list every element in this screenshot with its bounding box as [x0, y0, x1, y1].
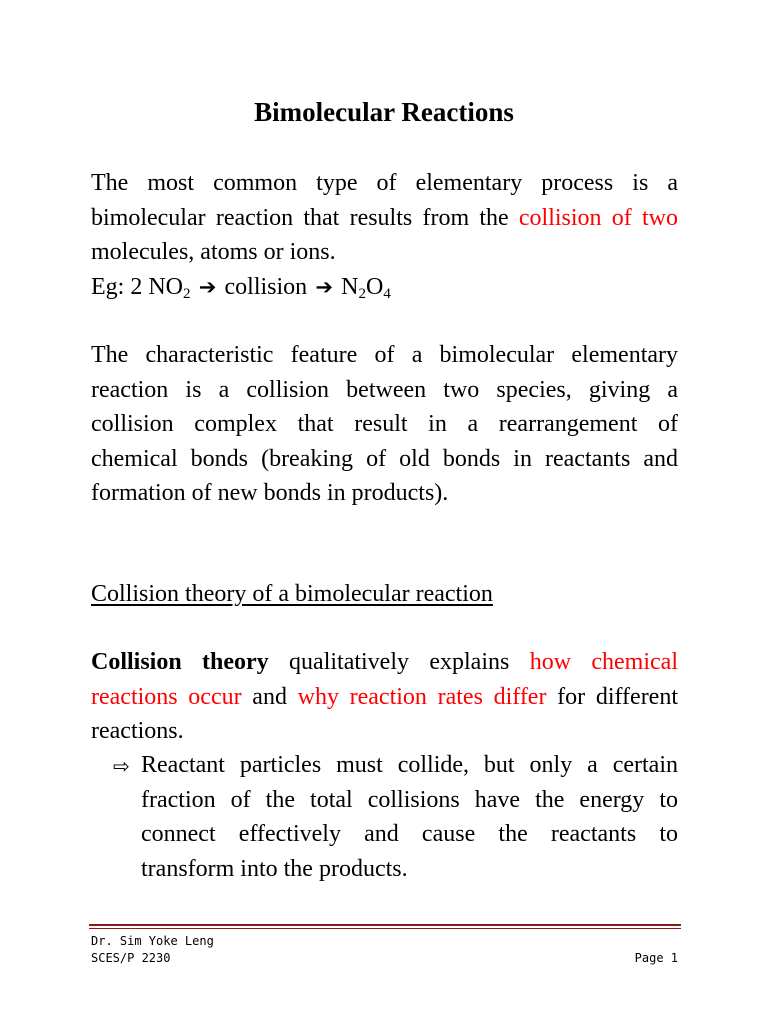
- bullet-text: Reactant particles must collide, but only a certain fraction of the total collisions have the energy to connect effectively and cause the reactants to transform into the products.: [141, 752, 678, 882]
- arrow-bullet-icon: ⇨: [113, 756, 130, 778]
- intro-line-1: The most common type of elementary process is a: [91, 170, 678, 196]
- example-equation: Eg: 2 $NO_2$ ➔ collision ➔ $N_2O_4$: [91, 270, 678, 305]
- footer-divider-thin: [89, 928, 681, 929]
- intro-line-3: molecules, atoms or ions.: [91, 239, 336, 265]
- footer-author: Dr. Sim Yoke Leng: [91, 934, 214, 948]
- highlight-collision: collision of two: [518, 204, 678, 231]
- feature-paragraph: The characteristic feature of a bimolecular elementary reaction is a collision between two species, giving a collision complex that result in a rearrangement of chemical bonds (breaking of old bonds in reactants and formation of new bonds in products).: [91, 342, 678, 506]
- theory-paragraph: Collision theory qualitatively explains how chemical reactions occur and why reaction rates differ for different reactions.: [91, 649, 678, 744]
- footer-course-code: SCES/P 2230: [91, 951, 171, 965]
- arrow-icon: ➔: [198, 274, 217, 299]
- footer-page-number: Page 1: [634, 951, 678, 965]
- page-title: Bimolecular Reactions: [254, 97, 514, 127]
- intro-paragraph: [91, 166, 678, 304]
- footer-divider: [89, 924, 681, 926]
- section-heading: Collision theory of a bimolecular reaction: [91, 581, 493, 607]
- bold-term: Collision theory: [91, 649, 269, 675]
- arrow-icon: ➔: [315, 274, 333, 299]
- intro-line-2: bimolecular reaction that results from the collision of two: [91, 204, 678, 231]
